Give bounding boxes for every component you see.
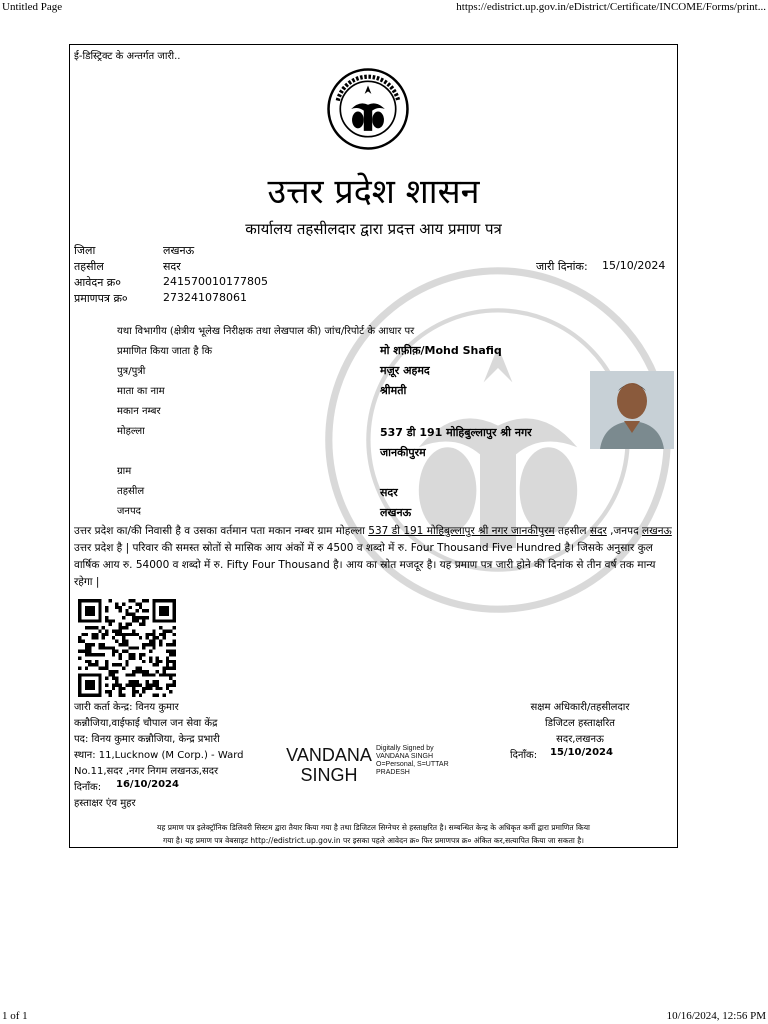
tehsil-label: तहसील [74, 260, 104, 273]
application-no-label: आवेदन क्र० [74, 276, 121, 289]
printed-timestamp: 10/16/2024, 12:56 PM [666, 1010, 766, 1022]
certified-label: प्रमाणित किया जाता है कि [117, 346, 213, 357]
issuer-date-label: दिनाँक: [74, 782, 102, 793]
paragraph-tehsil: सदर [589, 525, 607, 537]
authority-digital-signed: डिजिटल हस्ताक्षरित [545, 718, 615, 729]
paragraph-part-3: ,जनपद [606, 525, 643, 537]
mother-name: श्रीमती [380, 384, 407, 397]
certificate-no-label: प्रमाणपत्र क्र० [74, 292, 128, 305]
child-of-label: पुत्र/पुत्री [117, 366, 146, 377]
locality-label: मोहल्ला [117, 426, 145, 437]
tehsil2-label: तहसील [117, 486, 145, 497]
issuing-center: जारी कर्ता केन्द्र: विनय कुमार [74, 702, 179, 713]
qr-code [78, 599, 176, 697]
tehsil2-value: सदर [380, 486, 398, 499]
issuer-date-value: 16/10/2024 [116, 779, 179, 790]
paragraph-part-4: उत्तर प्रदेश है | परिवार की समस्त स्रोतों से मासिक आय अंकों में रु 4500 व शब्दो में रु. Four Thousand Five Hundred है। जिसके अनुसार कुल वार्षिक आय रु. 54000 व शब्दो में रु. Fifty Four Thousand है। आय का स्रोत मजदूर है। यह प्रमाण पत्र जारी होने की दिनांक से तीन वर्ष तक मान्य रहेगा | [74, 542, 656, 588]
father-name: मज़ूर अहमद [380, 364, 430, 377]
office-title: कार्यालय तहसीलदार द्वारा प्रदत्त आय प्रमाण पत्र [245, 220, 502, 238]
issued-under-text: ई-डिस्ट्रिक्ट के अन्तर्गत जारी.. [74, 51, 181, 62]
issuing-center-address: कन्नौजिया,वाईफाई चौपाल जन सेवा केंद्र [74, 718, 218, 729]
paragraph-district: लखनऊ [642, 525, 672, 537]
tehsil-value: सदर [163, 260, 181, 273]
issuer-post: पद: विनय कुमार कन्नौजिया, केन्द्र प्रभारी [74, 734, 220, 745]
house-no-label: मकान नम्बर [117, 406, 161, 417]
print-header [0, 0, 768, 16]
issue-date-label: जारी दिनांक: [536, 260, 588, 273]
janpad-value: लखनऊ [380, 506, 412, 519]
janpad-label: जनपद [117, 506, 141, 517]
certificate-no-value: 273241078061 [163, 291, 247, 304]
page-title: Untitled Page [2, 1, 63, 13]
verification-note-line-2: गया है। यह प्रमाण पत्र वेबसाइट http://edistrict.up.gov.in पर इसका पहले आवेदन क्र० फिर प्रमाणपत्र क्र० अंकित कर,सत्यापित किया जा सकता है। [162, 836, 585, 845]
signature-last-name: SINGH [300, 765, 358, 785]
signature-first-name: VANDANA [286, 745, 372, 765]
authority-place: सदर,लखनऊ [556, 734, 604, 745]
paragraph-part-1: उत्तर प्रदेश का/की निवासी है व उसका वर्तमान पता मकान नम्बर ग्राम मोहल्ला [74, 525, 369, 537]
issue-date-value: 15/10/2024 [602, 259, 666, 272]
print-footer [0, 1008, 768, 1024]
locality-value-cont: जानकीपुरम [380, 446, 426, 459]
sign-and-seal-label: हस्ताक्षर एंव मुहर [74, 798, 136, 809]
authority-title: सक्षम अधिकारी/तहसीलदार [530, 702, 630, 713]
up-govt-emblem-icon [326, 67, 410, 151]
application-no-value: 241570010177805 [163, 275, 268, 288]
person-photo-icon [590, 371, 674, 449]
district-value: लखनऊ [163, 244, 195, 257]
signature-detail-2: VANDANA SINGH [376, 753, 434, 760]
signature-detail-1: Digitally Signed by [376, 745, 434, 752]
signature-detail-4: PRADESH [376, 769, 410, 776]
digital-signature-name [283, 745, 375, 785]
authority-date-label: दिनाँक: [510, 750, 538, 761]
issuer-place-cont: No.11,सदर ,नगर निगम लखनऊ,सदर [74, 766, 219, 777]
page-count: 1 of 1 [2, 1010, 28, 1022]
paragraph-address: 537 डी 191 मोहिबुल्लापुर श्री नगर जानकीपुरम [368, 525, 555, 537]
govt-title: उत्तर प्रदेश शासन [267, 172, 480, 212]
certificate-paragraph [74, 523, 672, 591]
paragraph-part-2: तहसील [554, 525, 590, 537]
holder-name: मो शफ़ीक़/Mohd Shafiq [380, 344, 502, 357]
page-url: https://edistrict.up.gov.in/eDistrict/Certificate/INCOME/Forms/print... [456, 1, 766, 13]
signature-detail-3: O=Personal, S=UTTAR [376, 761, 449, 768]
verification-note-line-1: यह प्रमाण पत्र इलेक्ट्रॉनिक डिलिवरी सिस्टम द्वारा तैयार किया गया है तथा डिजिटल सिग्नेचर से हस्ताक्षरित है। सम्बन्धित केन्द्र के अधिकृत कर्मी द्वारा प्रमाणित किया [156, 823, 590, 832]
locality-value: 537 डी 191 मोहिबुल्लापुर श्री नगर [380, 426, 532, 439]
district-label: जिला [74, 244, 96, 257]
intro-line: यथा विभागीय (क्षेत्रीय भूलेख निरीक्षक तथा लेखपाल की) जांच/रिपोर्ट के आधार पर [117, 326, 415, 337]
mother-label: माता का नाम [117, 386, 165, 397]
village-label: ग्राम [117, 466, 132, 477]
income-certificate [69, 44, 678, 848]
holder-photo [590, 371, 674, 449]
verification-note [70, 821, 677, 847]
authority-date-value: 15/10/2024 [550, 747, 613, 758]
issuer-place: स्थान: 11,Lucknow (M Corp.) - Ward [74, 750, 244, 761]
